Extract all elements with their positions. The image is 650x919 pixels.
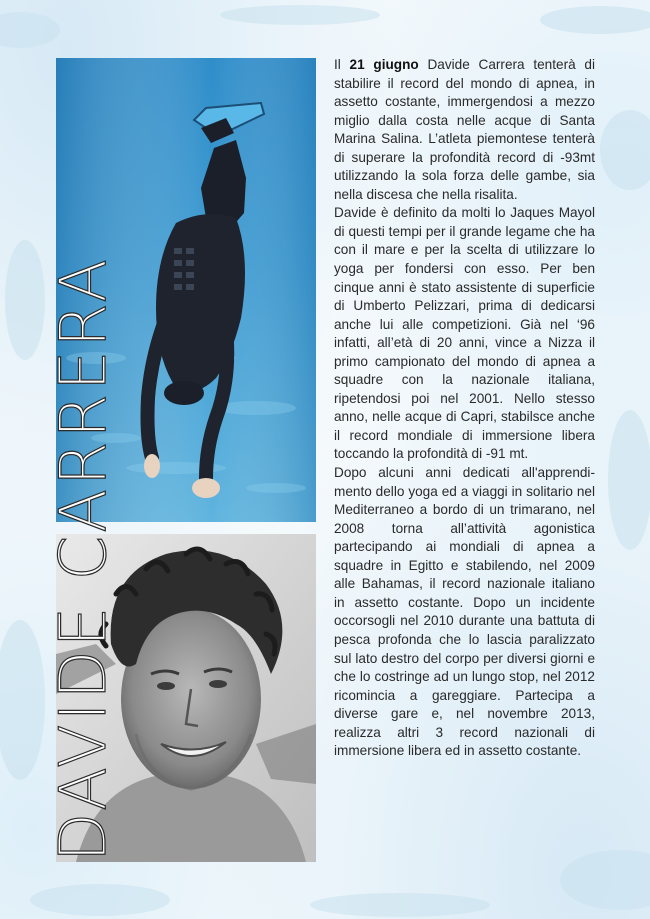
event-date: 21 giugno (349, 57, 419, 72)
article-paragraph-3: Dopo alcuni anni dedicati all'apprendimento dello yoga ed a viaggi in solitario nel Mediterraneo a bordo di un trimarano, nel 2008 torna all’attività agonistica partecipando ai mondiali di apnea a squadre in Egitto e stabilendo, nel 2009 alle Bahamas, il record nazionale italiano in assetto costante. Dopo un incidente occorsogli nel 2010 durante una battuta di pesca profonda che lo lascia paralizzato sul lato destro del corpo per diversi giorni e che lo costringe ad un lungo stop, nel 2012 ricomincia a gareggiare. Partecipa a diverse gare e, nel novembre 2013, realizza altri 3 record nazionali di immersione libera ed in assetto costante. (334, 465, 595, 759)
intro-text: Il (334, 57, 350, 72)
paragraph-1-text: Davide Carrera tenterà di stabilire il record del mondo di apnea, in assetto costante, immergendosi a mezzo miglio dalla costa nelle acque di Santa Marina Salina. L’atleta piemontese tenterà di superare la profondità record di -93mt utilizzando la sola forza delle gambe, sia nella discesa che nella risalita. (334, 57, 595, 202)
article-body (334, 56, 595, 761)
vertical-athlete-name: DAVIDE CARRERA (47, 255, 121, 862)
article-paragraph-1 (334, 56, 595, 204)
article-paragraph-2: Davide è definito da molti lo Jaques Mayol di questi tempi per il grande legame che ha con il mare e per la scelta di utilizzare lo yoga per fondersi con esso. Per ben cinque anni è stato assistente di superficie di Umberto Pelizzari, prima di dedicarsi anche lui alle competizioni. Già nel ‘96 infatti, all’età di 20 anni, vince a Nizza il primo campionato del mondo di apnea a squadre con la nazionale italiana, ripetendosi poi nel 2001. Nello stesso anno, nelle acque di Capri, stabilsce anche il record mondiale di immersione libera toccando la profondità di -91 mt. (334, 205, 595, 462)
